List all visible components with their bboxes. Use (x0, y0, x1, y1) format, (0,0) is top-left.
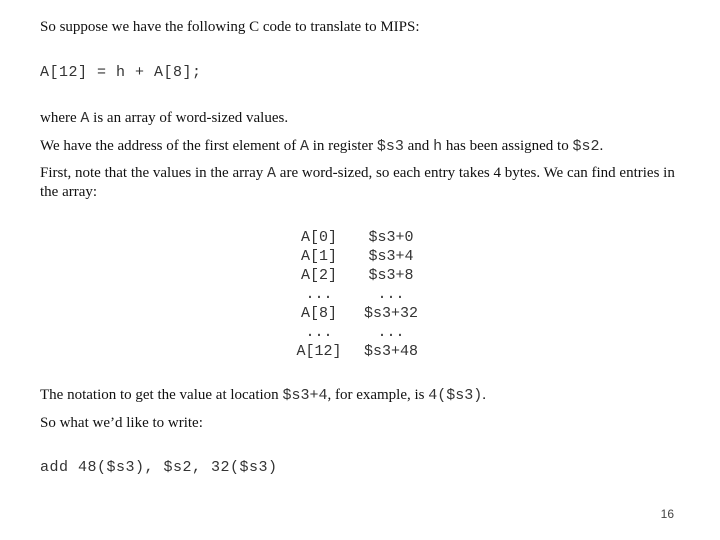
notation-text-c: . (482, 387, 487, 403)
notation-text (40, 386, 486, 405)
notation-text-expr: 4($s3) (428, 387, 483, 404)
table-elem: A[2] (300, 267, 337, 284)
first-note-b: are word-sized, so each entry takes 4 bytes. We can find entries in the array: (40, 165, 675, 200)
notation-text-b: , for example, is (327, 387, 429, 403)
first-note-var-a: A (267, 165, 277, 182)
address-text-b: in register (308, 138, 377, 154)
table-elem: ... (305, 324, 333, 341)
address-text-c: and (403, 138, 434, 154)
page-number: 16 (660, 507, 674, 521)
where-text (40, 109, 288, 128)
table-addr: ... (377, 324, 405, 341)
where-text-var-a: A (80, 110, 90, 127)
first-note-text (40, 164, 680, 201)
table-elem: ... (305, 286, 333, 303)
table-addr: $s3+0 (368, 229, 414, 246)
address-text-var-h: h (433, 138, 443, 155)
table-elem: A[12] (296, 343, 342, 360)
address-text-reg-s3: $s3 (376, 138, 404, 155)
table-addr: ... (377, 286, 405, 303)
so-what-text: So what we’d like to write: (40, 415, 203, 431)
notation-text-a: The notation to get the value at location (40, 387, 283, 403)
mips-code: add 48($s3), $s2, 32($s3) (40, 459, 278, 476)
first-note-a: First, note that the values in the array (40, 165, 268, 181)
table-addr: $s3+48 (363, 343, 418, 360)
address-text-e: . (599, 138, 604, 154)
notation-text-loc: $s3+4 (282, 387, 328, 404)
address-text-var-a: A (299, 138, 309, 155)
table-elem: A[0] (300, 229, 337, 246)
table-elem: A[8] (300, 305, 337, 322)
address-text-reg-s2: $s2 (572, 138, 600, 155)
table-addr: $s3+4 (368, 248, 414, 265)
address-text-d: has been assigned to (442, 138, 573, 154)
address-text (40, 137, 603, 156)
table-addr: $s3+32 (363, 305, 418, 322)
c-code: A[12] = h + A[8]; (40, 64, 202, 81)
address-text-a: We have the address of the first element of (40, 138, 300, 154)
where-text-b: is an array of word-sized values. (89, 110, 289, 126)
table-addr: $s3+8 (368, 267, 414, 284)
intro-text: So suppose we have the following C code to translate to MIPS: (40, 19, 420, 35)
table-elem: A[1] (300, 248, 337, 265)
where-text-a: where (40, 110, 81, 126)
